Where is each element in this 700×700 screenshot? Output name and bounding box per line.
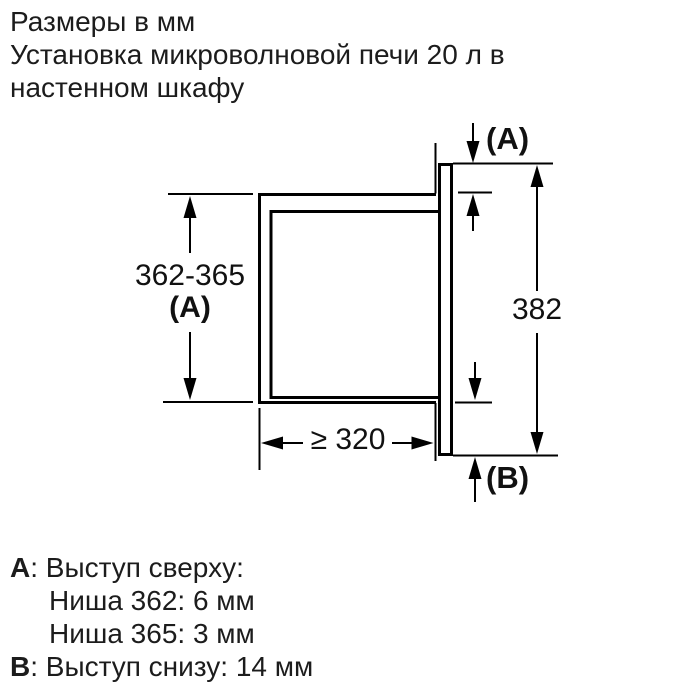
label-bottom-gap: (B) [486, 460, 530, 495]
label-top-gap: (A) [486, 121, 530, 156]
dim-label-front-height: 382 [511, 293, 563, 326]
note-b-text: : Выступ снизу: 14 мм [30, 651, 314, 682]
arrowhead-up [531, 165, 544, 187]
arrowhead-left [261, 437, 283, 450]
note-a-text: : Выступ сверху: [30, 552, 244, 583]
arrowhead-up [184, 196, 197, 218]
dim-label-niche-height: 362-365 [134, 259, 246, 292]
note-a-title [10, 551, 313, 584]
arrowhead-down [467, 141, 480, 163]
microwave-front-frame [440, 165, 452, 455]
arrowhead-up [469, 457, 482, 479]
note-a-key: A [10, 552, 31, 583]
arrowhead-down [531, 432, 544, 454]
note-a-item1: Ниша 362: 6 мм [49, 585, 255, 616]
page-subtitle-line2: настенном шкафу [10, 72, 245, 103]
page-subtitle-line1: Установка микроволновой печи 20 л в [10, 39, 505, 70]
note-a-item2: Ниша 365: 3 мм [49, 618, 255, 649]
arrowhead-right [412, 437, 434, 450]
arrowhead-up [467, 194, 480, 216]
note-b-key: B [10, 651, 31, 682]
page-title: Размеры в мм [10, 6, 196, 37]
dim-label-niche-height-ref: (A) [169, 291, 211, 324]
niche-inner-outline [271, 212, 440, 398]
dim-label-min-depth: ≥ 320 [310, 423, 386, 456]
arrowhead-down [469, 378, 482, 400]
note-b-title [10, 650, 313, 683]
footnotes [10, 551, 313, 683]
arrowhead-down [184, 378, 197, 400]
